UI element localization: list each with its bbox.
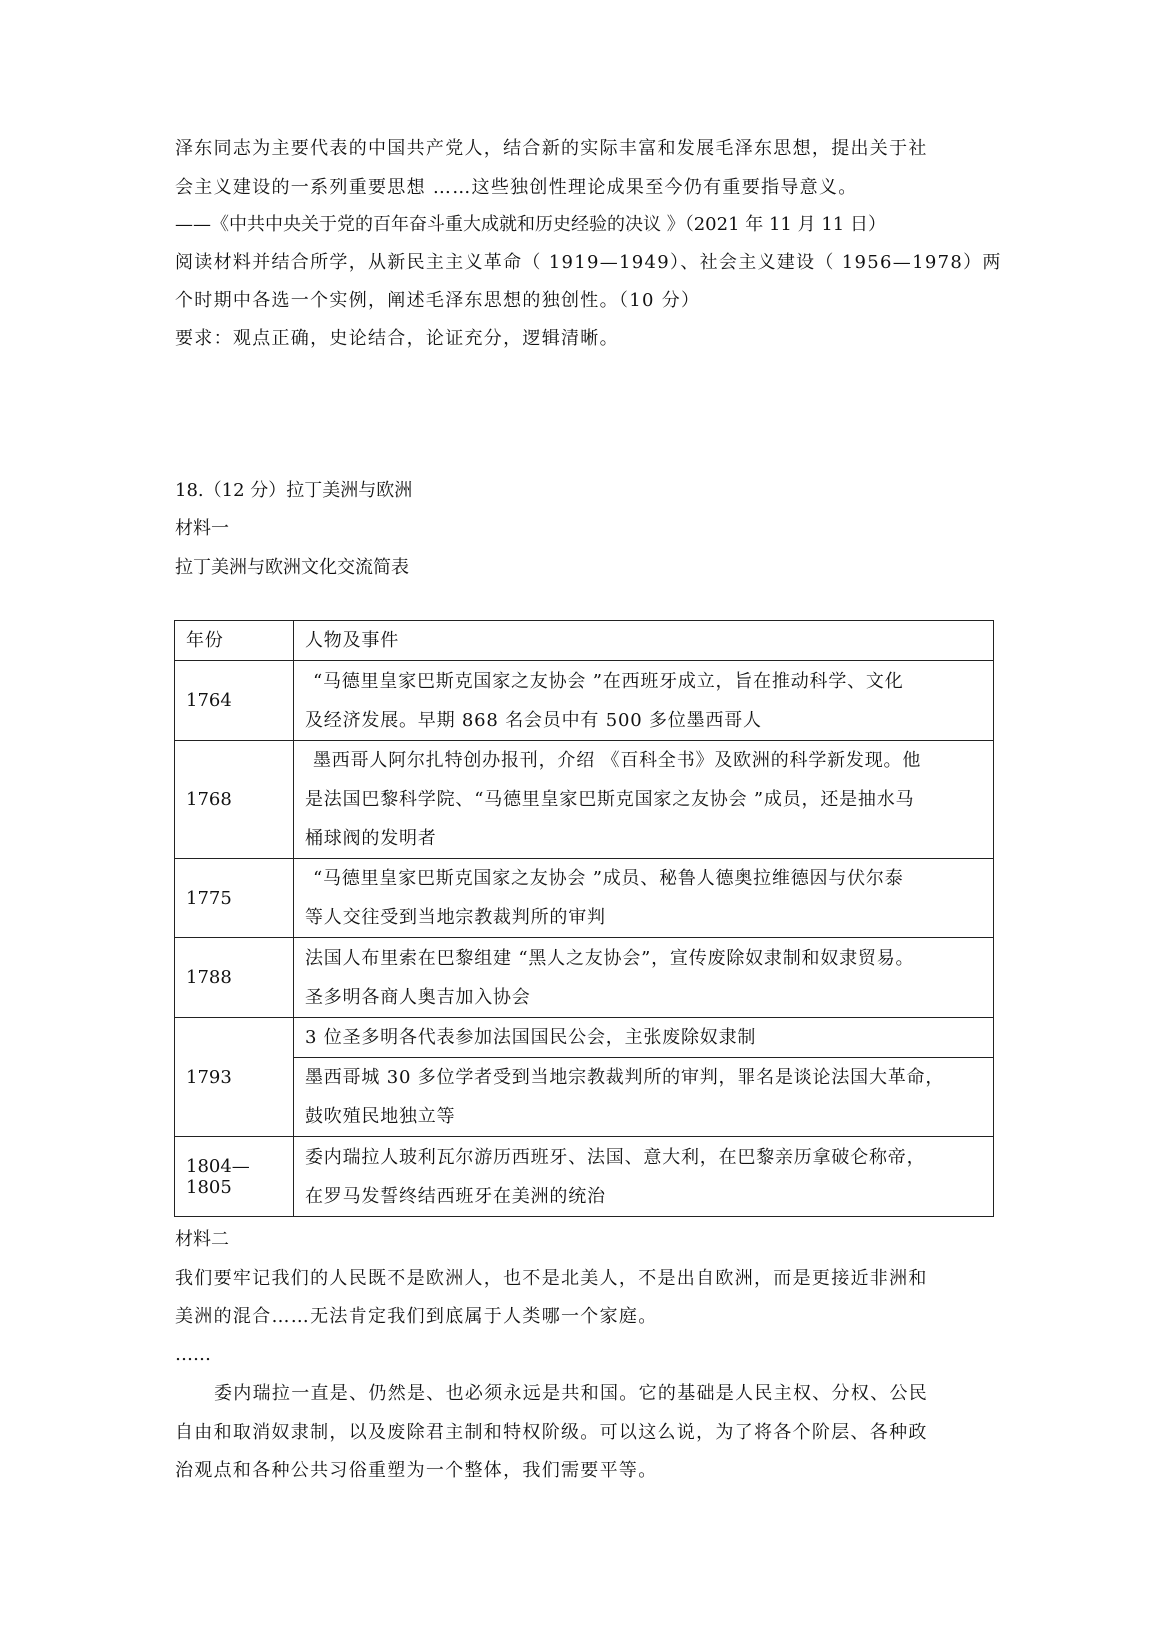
event-line: 及经济发展。早期 868 名会员中有 500 多位墨西哥人: [305, 709, 762, 731]
table-row: [175, 1058, 994, 1137]
event-line: 墨西哥城 30 多位学者受到当地宗教裁判所的审判，罪名是谈论法国大革命，: [305, 1067, 945, 1088]
row-year: 1788: [175, 938, 294, 1018]
table-row: [175, 661, 994, 741]
event-line: “马德里皇家巴斯克国家之友协会 ”在西班牙成立，旨在推动科学、文化: [313, 670, 904, 692]
table-row: [175, 938, 994, 1018]
row-year: 1793: [175, 1018, 294, 1137]
q17-requirement: 要求：观点正确，史论结合，论证充分，逻辑清晰。: [175, 328, 619, 349]
event-line: 等人交往受到当地宗教裁判所的审判: [305, 907, 606, 928]
material-two-label: 材料二: [175, 1229, 229, 1250]
ellipsis: ……: [175, 1344, 211, 1365]
event-line: 鼓吹殖民地独立等: [305, 1106, 456, 1127]
q17-prompt-line: 阅读材料并结合所学，从新民主主义革命（ 1919—1949）、社会主义建设（ 1956—1978）两: [175, 252, 1002, 273]
q17-prompt-line: 个时期中各选一个实例，阐述毛泽东思想的独创性。（10 分）: [175, 290, 701, 311]
table-row: [175, 859, 994, 938]
row-event: [294, 1137, 994, 1217]
event-line: 圣多明各商人奥吉加入协会: [305, 986, 531, 1008]
row-event: [294, 938, 994, 1018]
row-year: 1804—1805: [175, 1137, 294, 1217]
header-event: [294, 621, 994, 661]
q17-material-line: 会主义建设的一系列重要思想 ……这些独创性理论成果至今仍有重要指导意义。: [175, 177, 858, 198]
header-year: [175, 621, 294, 661]
event-line: 在罗马发誓终结西班牙在美洲的统治: [305, 1185, 606, 1207]
event-line: 法国人布里索在巴黎组建 “黑人之友协会”，宣传废除奴隶制和奴隶贸易。: [305, 947, 915, 969]
row-year: 1764: [175, 661, 294, 741]
row-event: [294, 859, 994, 938]
q17-material-line: 泽东同志为主要代表的中国共产党人，结合新的实际丰富和发展毛泽东思想，提出关于社: [175, 138, 928, 159]
material-two-paragraph-line: 治观点和各种公共习俗重塑为一个整体，我们需要平等。: [175, 1460, 658, 1481]
culture-exchange-table: [174, 620, 994, 1217]
header-event-text: 人物及事件: [305, 630, 399, 651]
material-two-line: 美洲的混合……无法肯定我们到底属于人类哪一个家庭。: [175, 1306, 658, 1327]
q17-source-citation: ——《中共中央关于党的百年奋斗重大成就和历史经验的决议 》（2021 年 11 月 11 日）: [175, 214, 886, 235]
material-two-paragraph-line: 委内瑞拉一直是、仍然是、也必须永远是共和国。它的基础是人民主权、分权、公民: [214, 1383, 929, 1404]
event-line: 墨西哥人阿尔扎特创办报刊，介绍 《百科全书》及欧洲的科学新发现。他: [313, 750, 922, 771]
material-one-label: 材料一: [175, 518, 229, 539]
row-event: [294, 661, 994, 741]
table-title: 拉丁美洲与欧洲文化交流简表: [175, 557, 409, 578]
row-event: [294, 1058, 994, 1137]
event-line: 是法国巴黎科学院、“马德里皇家巴斯克国家之友协会 ”成员，还是抽水马: [305, 789, 915, 810]
event-line: 3 位圣多明各代表参加法国国民公会，主张废除奴隶制: [305, 1027, 757, 1048]
row-year: 1768: [175, 741, 294, 859]
row-year: 1775: [175, 859, 294, 938]
table-row: [175, 1018, 994, 1058]
row-event: [294, 1018, 994, 1058]
table-header-row: [175, 621, 994, 661]
material-two-line: 我们要牢记我们的人民既不是欧洲人，也不是北美人，不是出自欧洲，而是更接近非洲和: [175, 1268, 928, 1289]
table-row: [175, 1137, 994, 1217]
event-line: “马德里皇家巴斯克国家之友协会 ”成员、秘鲁人德奥拉维德因与伏尔泰: [313, 868, 904, 889]
table-row: [175, 741, 994, 859]
event-line: 委内瑞拉人玻利瓦尔游历西班牙、法国、意大利，在巴黎亲历拿破仑称帝，: [305, 1146, 926, 1168]
material-two-paragraph-line: 自由和取消奴隶制，以及废除君主制和特权阶级。可以这么说，为了将各个阶层、各种政: [175, 1422, 928, 1443]
event-line: 桶球阀的发明者: [305, 828, 437, 849]
q18-heading: 18.（12 分）拉丁美洲与欧洲: [175, 480, 413, 501]
row-event: [294, 741, 994, 859]
header-year-text: 年份: [186, 630, 224, 651]
